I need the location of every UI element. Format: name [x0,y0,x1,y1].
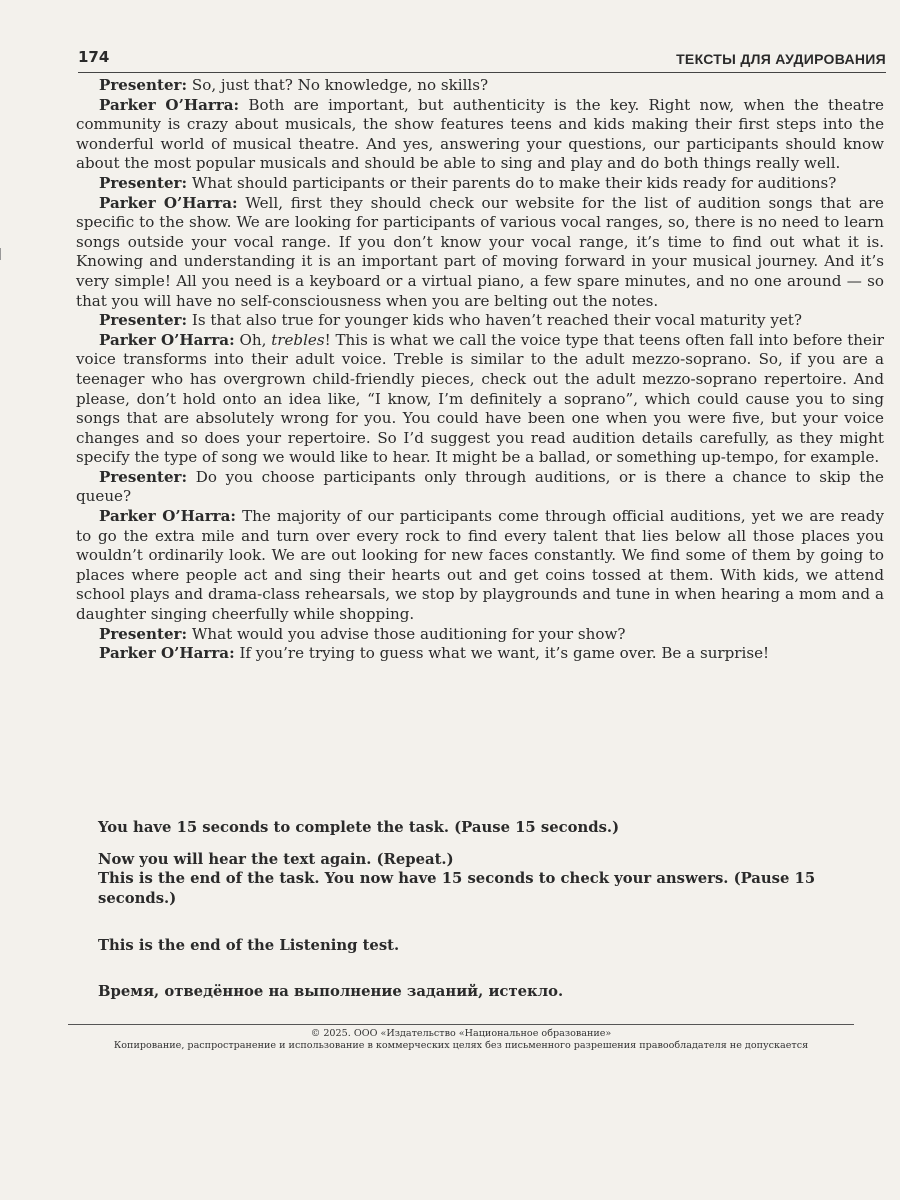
instruction-line: This is the end of the Listening test. [98,937,400,955]
dialogue-paragraph [76,96,884,174]
dialogue-text [76,76,884,664]
speaker-label: Parker O’Harra: [99,193,238,212]
test-instructions [98,818,878,1002]
speaker-label: Parker O’Harra: [99,644,235,663]
speech-text: So, just that? No knowledge, no skills? [187,76,489,94]
dialogue-paragraph [76,76,884,96]
page-header [78,46,886,73]
instruction-line: This is the end of the task. You now have 15 seconds to check your answers. (Pause 15 seconds.) [98,870,816,907]
dialogue-paragraph [76,331,884,468]
running-head: ТЕКСТЫ ДЛЯ АУДИРОВАНИЯ [676,51,886,67]
dialogue-paragraph [76,644,884,664]
instruction-line: Время, отведённое на выполнение заданий, истекло. [98,982,564,1000]
speech-text: The majority of our participants come through official auditions, yet we are ready to go the extra mile and turn over every rock to find every talent that lies below all those places you wouldn’t ordinarily look. We are out looking for new faces constantly. We find some of them by going to places where people act and sing their hearts out and get coins tossed at them. With kids, we attend school plays and drama-class rehearsals, we stop by playgrounds and tune in when hearing a mom and a daughter singing cheerfully while shopping. [76,507,884,624]
speech-text: ! This is what we call the voice type that teens often fall into before their voice transforms into their adult voice. Treble is similar to the adult mezzo-soprano. So, if you are a teenager who has overgrown child-friendly pieces, check out the adult mezzo-soprano repertoire. And please, don’t hold onto an idea like, “I know, I’m definitely a soprano”, which could cause you to sing songs that are absolutely wrong for you. You could have been one when you were five, but your voice changes and so does your repertoire. So I’d suggest you read audition details carefully, as they might specify the type of song we would like to hear. It might be a ballad, or something up-tempo, for example. [76,330,884,467]
speech-text: Is that also true for younger kids who haven’t reached their vocal maturity yet? [187,311,802,330]
instruction-line: Now you will hear the text again. (Repeat.) [98,850,454,868]
copyright-notice: Копирование, распространение и использование в коммерческих целях без письменного разрешения правообладателя не допускается [113,1040,809,1051]
instruction-line: You have 15 seconds to complete the task. (Pause 15 seconds.) [98,819,620,836]
copyright-line: © 2025. ООО «Издательство «Национальное образование» [310,1028,612,1039]
speech-text: If you’re trying to guess what we want, it’s game over. Be a surprise! [234,644,770,663]
margin-mark [0,248,5,260]
speaker-label: Presenter: [99,467,188,486]
dialogue-paragraph [76,194,884,312]
speaker-label: Presenter: [99,624,188,643]
speaker-label: Parker O’Harra: [99,330,235,349]
speaker-label: Presenter: [99,173,188,192]
dialogue-paragraph [76,311,884,331]
speech-text: Both are important, but authenticity is the key. Right now, when the theatre community is crazy about musicals, the show features teens and kids making their first steps into the wonderful world of musical theatre. And yes, answering your questions, our participants should know about the most popular musicals and should be able to sing and play and do both things really well. [76,95,884,173]
dialogue-paragraph [76,625,884,645]
page-footer [68,1024,854,1052]
speech-text: What should participants or their parents do to make their kids ready for auditions? [187,173,837,192]
emphasized-word: trebles [271,330,325,349]
speech-text: Oh, [234,330,272,349]
speaker-label: Parker O’Harra: [99,507,236,526]
dialogue-paragraph [76,468,884,507]
speech-text: Do you choose participants only through auditions, or is there a chance to skip the queue? [76,467,884,506]
speaker-label: Presenter: [99,76,188,94]
speech-text: What would you advise those auditioning for your show? [187,624,626,643]
speaker-label: Parker O’Harra: [99,95,240,114]
dialogue-paragraph [76,507,884,625]
dialogue-paragraph [76,174,884,194]
page-number: 174 [78,48,110,66]
speech-text: Well, first they should check our website for the list of audition songs that are specific to the show. We are looking for participants of various vocal ranges, so, there is no need to learn songs outside your vocal range. If you don’t know your vocal range, it’s time to find out what it is. Knowing and understanding it is an important part of moving forward in your musical journey. And it’s very simple! All you need is a keyboard or a virtual piano, a few spare minutes, and no one around — so that you will have no self-consciousness when you are belting out the notes. [76,193,884,310]
speaker-label: Presenter: [99,311,188,330]
